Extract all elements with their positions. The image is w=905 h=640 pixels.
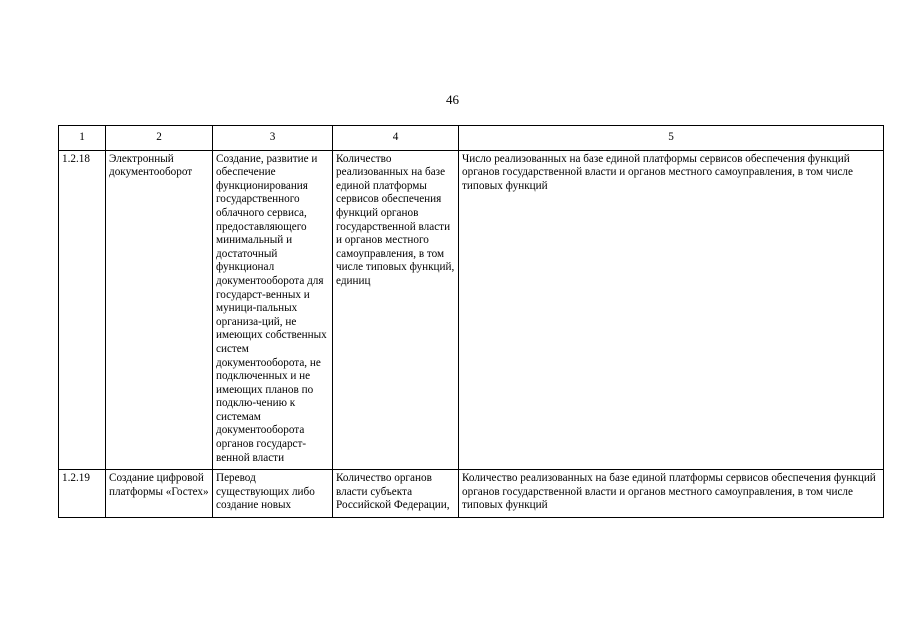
document-table [58, 125, 884, 518]
column-header-2: 2 [106, 126, 213, 151]
table-row [59, 150, 884, 470]
column-header-4: 4 [333, 126, 459, 151]
row-name: Создание цифровой платформы «Гостех» [106, 470, 213, 518]
row-definition: Количество реализованных на базе единой платформы сервисов обеспечения функций органов государственной власти и органов местного самоуправления, в том числе типовых функций [459, 470, 884, 518]
row-number: 1.2.19 [59, 470, 106, 518]
column-header-3: 3 [213, 126, 333, 151]
row-indicator: Количество реализованных на базе единой платформы сервисов обеспечения функций органов государственной власти и органов местного самоуправления, в том числе типовых функций, единиц [333, 150, 459, 470]
row-definition: Число реализованных на базе единой платформы сервисов обеспечения функций органов государственной власти и органов местного самоуправления, в том числе типовых функций [459, 150, 884, 470]
row-number: 1.2.18 [59, 150, 106, 470]
row-name: Электронный документооборот [106, 150, 213, 470]
table-header-row [59, 126, 884, 151]
column-header-5: 5 [459, 126, 884, 151]
row-description: Перевод существующих либо создание новых [213, 470, 333, 518]
table-row [59, 470, 884, 518]
page-number: 46 [446, 92, 459, 107]
row-description: Создание, развитие и обеспечение функционирования государственного облачного сервиса, предоставляющего минимальный и достаточный функционал документооборота для государст-венных и муници-пальных организа-ций, не имеющих собственных систем документооборота, не подключенных и не имеющих планов по подклю-чению к системам документооборота органов государст-венной власти [213, 150, 333, 470]
column-header-1: 1 [59, 126, 106, 151]
row-indicator: Количество органов власти субъекта Российской Федерации, [333, 470, 459, 518]
